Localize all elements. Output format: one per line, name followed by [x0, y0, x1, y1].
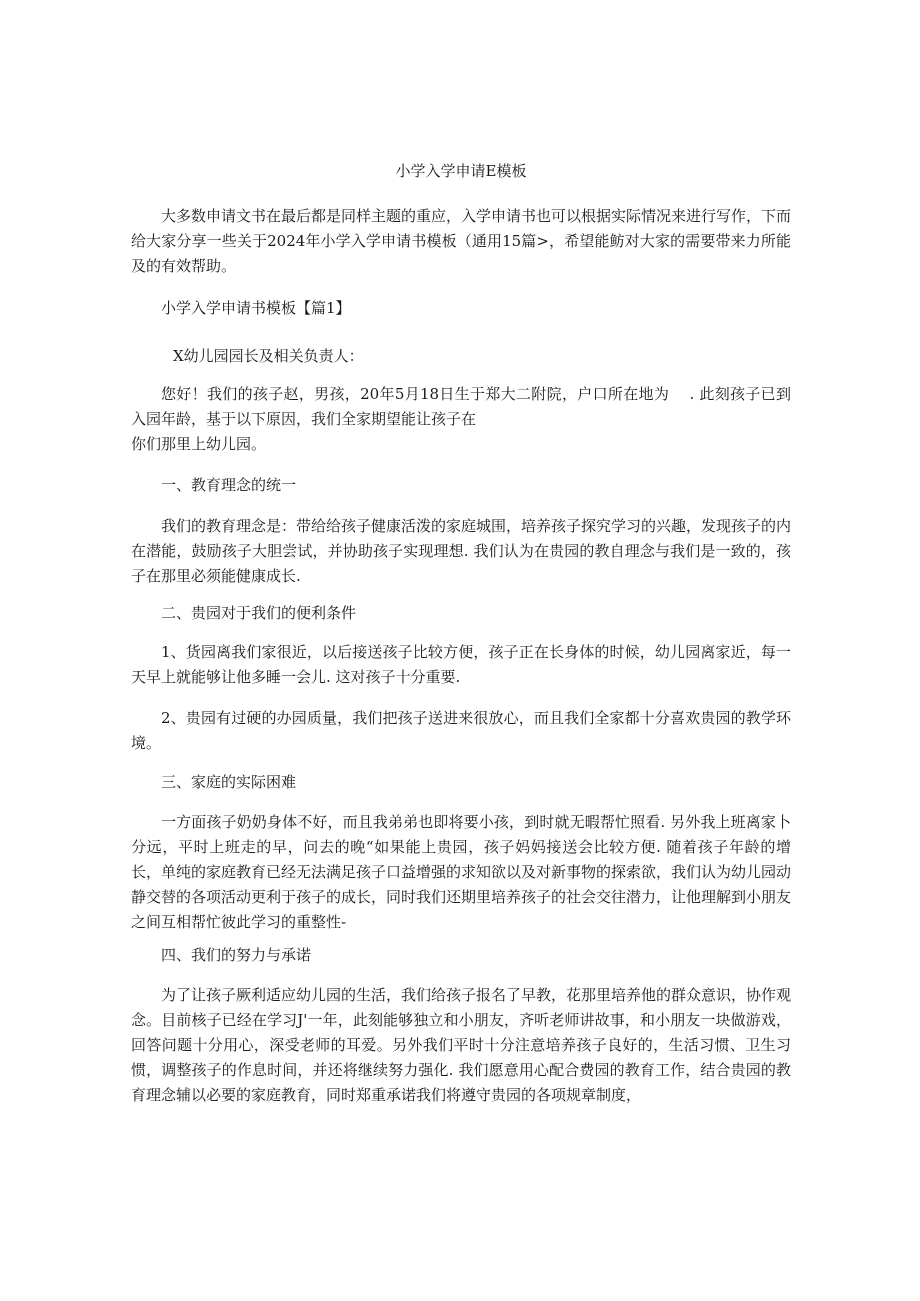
greeting-paragraph-continued: 你们那里上幼儿园。: [131, 435, 267, 453]
heading-convenience: 二、贵园对于我们的便利条件: [161, 604, 357, 622]
paragraph-efforts-commitment: 为了让孩子厥利适应幼儿园的生活，我们给孩子报名了早教，花那里培养他的群众意识，协作观念。目前核子已经在学习J'一年，此刻能够独立和小朋友，齐听老师讲故事，和小朋友一块做游戏，回答问题十分用心，深受老师的耳爱。另外我们平时十分注意培养孩子良好的，生活习惯、卫生习惯，调整孩子的作息时间，并还将继续努力强化. 我们愿意用心配合费园的教育工作，结合贵园的教育理念辅以必要的家庭教育，同时郑重承诺我们将遵守贵园的各项规章制度，: [131, 986, 792, 1104]
heading-family-difficulties: 三、家庭的实际困难: [161, 773, 297, 791]
paragraph-family-difficulties: 一方面孩子奶奶身体不好，而且我弟弟也即将要小孩，到时就无暇帮忙照看. 另外我上班离家卜分远，平时上班走的早，问去的晚“如果能上贵园，孩子妈妈接送会比较方便. 随着孩子年龄的增长，单纯的家庭教育已经无法满足孩子口益增强的求知欲以及对新事物的探索欲，我们认为幼儿园动静交替的各项活动更利于孩子的成长，同时我们还期里培养孩子的社会交往潜力，让他理解到小朋友之间互相帮忙彼此学习的重整性-: [131, 813, 792, 931]
salutation: X幼儿园园长及相关负责人：: [173, 347, 364, 365]
paragraph-convenience-1: 1、货园离我们家很近，以后接送孩子比较方便，孩子正在长身体的时候，幼儿园离家近，每一天早上就能够让他多睡一会儿. 这对孩子十分重要.: [131, 643, 791, 686]
heading-efforts-commitment: 四、我们的努力与承诺: [161, 946, 312, 964]
section-title: 小学入学申请书模板【篇1】: [161, 299, 351, 317]
document-title: 小学入学申请E模板: [395, 162, 527, 180]
greeting-paragraph: 您好！我们的孩子赵，男孩，20年5月18日生于郑大二附院，户口所在地为 . 此刻孩子已到入园年龄，基于以下原因，我们全家期望能让孩子在: [131, 385, 791, 428]
intro-paragraph: 大多数申请文书在最后都是同样主题的重应，入学申请书也可以根据实际情况来进行写作，下而给大家分享一些关于2024年小学入学申请书模板（通用15篇>，希望能鲂对大家的需要带来力所能及的有效帮助。: [131, 207, 792, 275]
heading-education-philosophy: 一、教育理念的统一: [161, 476, 297, 494]
paragraph-convenience-2: 2、贵园有过硬的办园质量，我们把孩子送进来很放心，而且我们全家都十分喜欢贵园的教学环境。: [131, 709, 791, 752]
paragraph-education-philosophy: 我们的教育理念是：带给给孩子健康活泼的家庭城围，培养孩子探究学习的兴趣，发现孩子的内在潜能，鼓励孩子大胆尝试，并协助孩子实现理想. 我们认为在贵园的教自理念与我们是一致的，孩子在那里必须能健康成长.: [131, 517, 792, 585]
